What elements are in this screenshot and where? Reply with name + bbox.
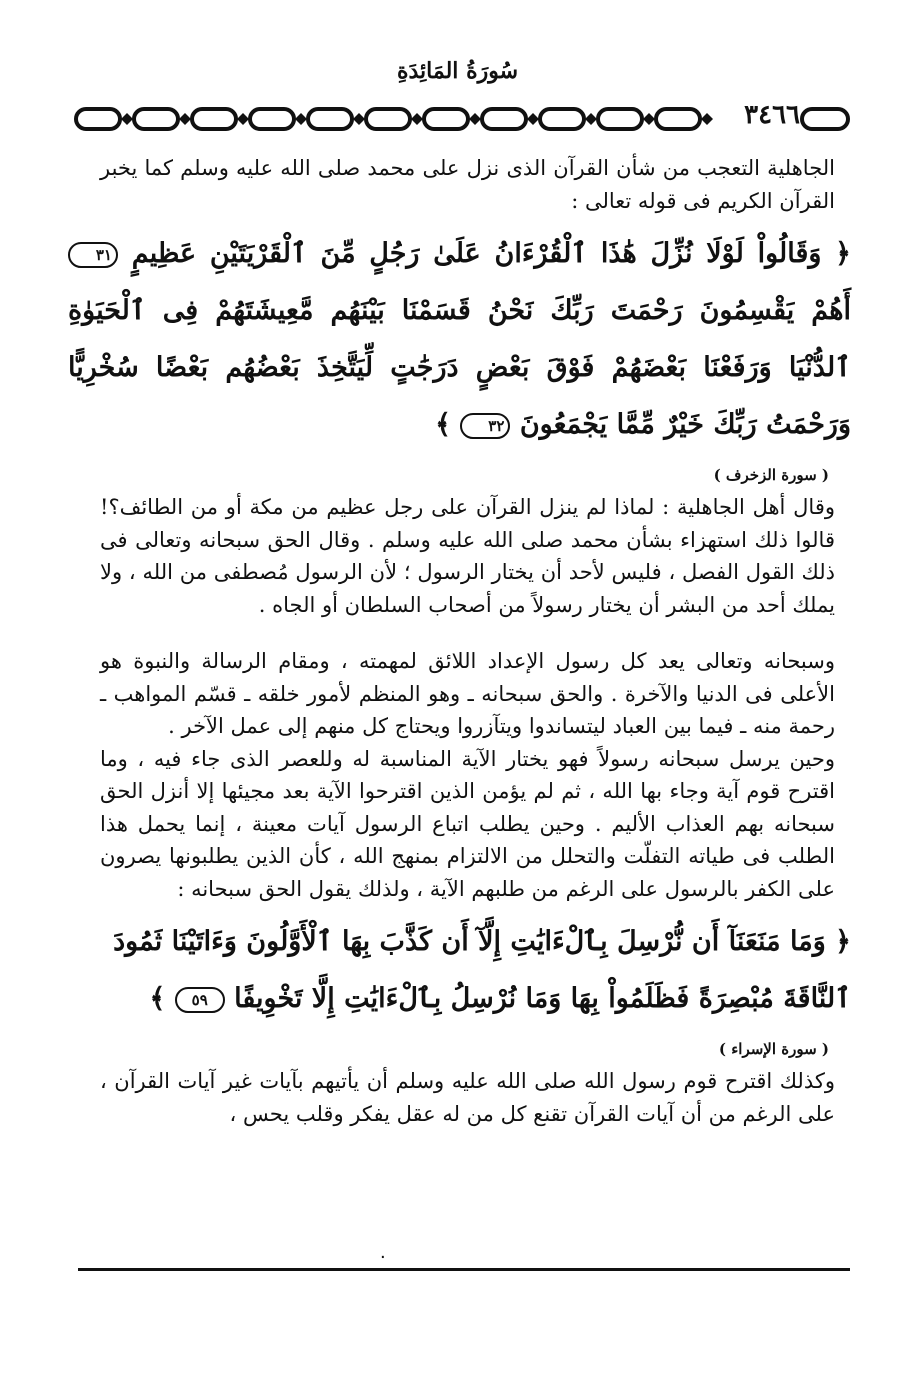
verse-close-bracket: ﴾ [435,409,451,440]
paragraph-closing: وكذلك اقترح قوم رسول الله صلى الله عليه وسلم أن يأتيهم بآيات غير آيات القرآن ، على الرغم من أن آيات القرآن تقنع كل من له عقل يفكر وقلب يحس ، [100,1069,835,1126]
verse-text-59: وَمَا مَنَعَنَآ أَن نُّرْسِلَ بِٱلْءَايَٰتِ إِلَّآ أَن كَذَّبَ بِهَا ٱلْأَوَّلُونَ وَءَاتَيْنَا ثَمُودَ ٱلنَّاقَةَ مُبْصِرَةً فَظَلَمُواْ بِهَا وَمَا نُرْسِلُ بِٱلْءَايَٰتِ إِلَّا تَخْوِيفًا [113,926,851,1014]
ornament-link [656,109,700,129]
ornament-diamond [469,113,481,125]
ornament-link [540,109,584,129]
ornament-diamond [701,113,713,125]
ornament-diamond [353,113,365,125]
ornament-link [366,109,410,129]
ayah-number-32: ٣٢ [460,413,510,439]
header-ornament-row [70,102,855,136]
ayah-number-59: ٥٩ [175,987,225,1013]
paragraph-ayat: وحين يرسل سبحانه رسولاً فهو يختار الآية المناسبة له وللعصر الذى جاء فيه ، وما اقترح قوم آية وجاء بها الله ، ثم لم يؤمن الذين اقترحوا الآية بعد مجيئها إلا أنزل الحق سبحانه بهم العذاب الأليم . وحين يطلب اتباع الرسول آيات معينة ، إنما يحمل هذا الطلب فى طياته التفلّت والتحلل من الالتزام بمنهج الله ، كأن الذين يطلبونها يصرون على الكفر بالرسول على الرغم من طلبهم الآية ، ولذلك يقول الحق سبحانه : [100,746,835,901]
ornament-diamond [643,113,655,125]
ornament-link [134,109,178,129]
bottom-mark: ٠ [378,1246,388,1267]
ornament-diamond [411,113,423,125]
ornament-link [598,109,642,129]
ayah-number-31: ٣١ [68,242,118,268]
ornament-diamond [179,113,191,125]
quran-verse-zukhruf [68,225,851,453]
ornament-diamond [527,113,539,125]
verse-text-31: وَقَالُواْ لَوْلَا نُزِّلَ هَٰذَا ٱلْقُرْءَانُ عَلَىٰ رَجُلٍ مِّنَ ٱلْقَرْيَتَيْنِ عَظِيمٍ [131,238,822,269]
ornament-diamond [237,113,249,125]
ornament-link [802,109,848,129]
ornament-link [424,109,468,129]
footer-rule [78,1268,850,1271]
page-content [68,152,851,1130]
verse-close-bracket: ﴾ [149,983,166,1014]
ornament-diamond [295,113,307,125]
page-number: ٣٤٦٦ [744,100,800,130]
paragraph-ahl-jahiliya: وقال أهل الجاهلية : لماذا لم ينزل القرآن على رجل عظيم من مكة أو من الطائف؟! قالوا ذلك استهزاء بشأن محمد صلى الله عليه وسلم . وقال الحق سبحانه وتعالى فى ذلك القول الفصل ، فليس لأحد أن يختار الرسول ؛ لأن الرسول مُصطفى من الله ، ولا يملك أحد من البشر أن يختار رسولاً من أصحاب السلطان أو الجاه . [100,495,835,617]
paragraph-risala: وسبحانه وتعالى يعد كل رسول الإعداد اللائق لمهمته ، ومقام الرسالة والنبوة هو الأعلى فى الدنيا والآخرة . والحق سبحانه ـ وهو المنظم لأمور خلقه ـ قسّم المواهب ـ رحمة منه ـ فيما بين العباد ليتساندوا ويتآزروا ويحتاج كل منهم إلى عمل الآخر . [100,649,835,738]
ornament-link [308,109,352,129]
paragraph-intro: الجاهلية التعجب من شأن القرآن الذى نزل على محمد صلى الله عليه وسلم كما يخبر القرآن الكريم فى قوله تعالى : [100,156,835,213]
verse-source-isra: ( سورة الإسراء ) [718,1040,829,1058]
verse-source-zukhruf: ( سورة الزخرف ) [713,466,829,484]
ornament-link [76,109,120,129]
ornament-diamond [121,113,133,125]
ornament-link [192,109,236,129]
surah-title: سُورَةُ المَائِدَةِ [396,58,519,84]
chain-ornament-border [70,102,855,136]
ornament-link [250,109,294,129]
verse-open-bracket: ﴿ [835,238,851,269]
quran-verse-isra [68,913,851,1027]
ornament-diamond [585,113,597,125]
verse-text-32: أَهُمْ يَقْسِمُونَ رَحْمَتَ رَبِّكَ نَحْنُ قَسَمْنَا بَيْنَهُم مَّعِيشَتَهُمْ فِى ٱلْحَيَوٰةِ ٱلدُّنْيَا وَرَفَعْنَا بَعْضَهُمْ فَوْقَ بَعْضٍ دَرَجَٰتٍ لِّيَتَّخِذَ بَعْضُهُم بَعْضًا سُخْرِيًّا وَرَحْمَتُ رَبِّكَ خَيْرٌ مِّمَّا يَجْمَعُونَ [68,295,851,440]
ornament-link [482,109,526,129]
verse-open-bracket: ﴿ [835,926,851,957]
